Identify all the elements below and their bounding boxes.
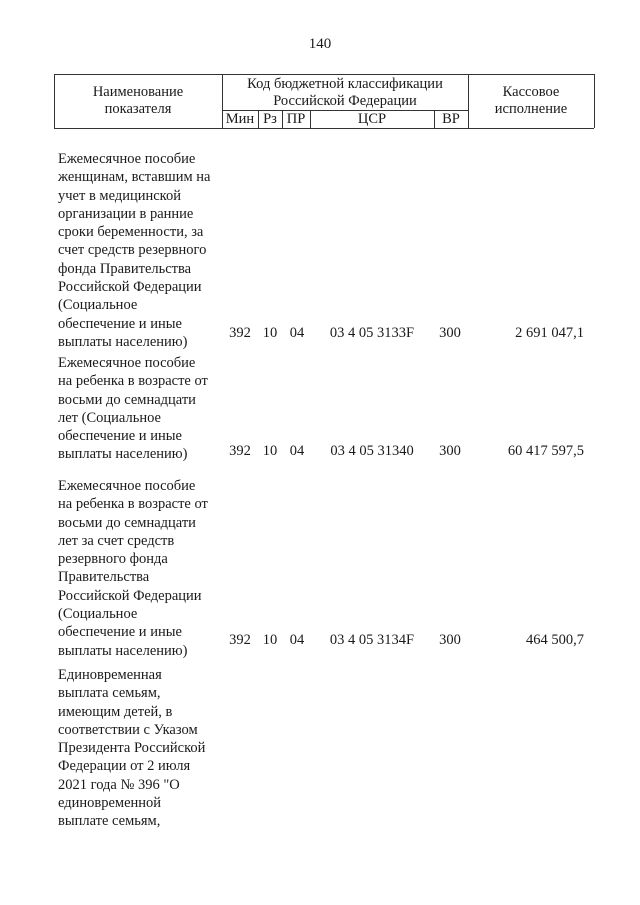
row-vr: 300 [439, 442, 461, 459]
row-amount: 2 691 047,1 [515, 324, 584, 341]
table-row [0, 150, 640, 350]
header-csr-label: ЦСР [357, 111, 387, 127]
page-number: 140 [308, 36, 332, 52]
row-vr: 300 [439, 324, 461, 341]
row-min: 392 [229, 324, 251, 341]
row-rz: 10 [262, 442, 278, 459]
table-row [0, 477, 640, 659]
row-csr: 03 4 05 31340 [330, 442, 414, 459]
row-name: Ежемесячное пособие женщинам, вставшим на учет в медицинской организации в ранние сроки беременности, за счет средств резервного фонда Правительства Российской Федерации (Социальное обеспечение и иные выплаты населению) [58, 151, 211, 350]
table-header [54, 74, 594, 128]
row-amount: 464 500,7 [526, 631, 584, 648]
header-vr-label: ВР [442, 111, 460, 127]
header-amount-label: Кассовое исполнение [494, 84, 568, 117]
row-csr: 03 4 05 3134F [329, 631, 415, 648]
header-top-rule [54, 74, 594, 75]
row-rz: 10 [262, 631, 278, 648]
table-row [0, 666, 640, 830]
table-row [0, 354, 640, 463]
row-name: Ежемесячное пособие на ребенка в возрасте от восьми до семнадцати лет (Социальное обеспечение и иные выплаты населению) [58, 355, 208, 463]
row-vr: 300 [439, 631, 461, 648]
header-rz-label: Рз [263, 111, 277, 127]
row-min: 392 [229, 631, 251, 648]
header-pr-label: ПР [286, 111, 306, 127]
header-bottom-rule [54, 128, 594, 129]
row-name: Ежемесячное пособие на ребенка в возрасте от восьми до семнадцати лет за счет средств резервного фонда Правительства Российской Федерации (Социальное обеспечение и иные выплаты населению) [58, 478, 208, 659]
row-name: Единовременная выплата семьям, имеющим детей, в соответствии с Указом Президента Российской Федерации от 2 июля 2021 года № 396 "О единовременной выплате семьям, [58, 667, 206, 830]
row-min: 392 [229, 442, 251, 459]
header-right-rule [594, 74, 595, 128]
row-rz: 10 [262, 324, 278, 341]
row-pr: 04 [289, 442, 305, 459]
header-name-label: Наименование показателя [92, 84, 184, 117]
row-pr: 04 [289, 631, 305, 648]
header-min-label: Мин [225, 111, 255, 127]
row-csr: 03 4 05 3133F [329, 324, 415, 341]
row-amount: 60 417 597,5 [507, 442, 584, 459]
row-pr: 04 [289, 324, 305, 341]
header-code-label: Код бюджетной классификации Российской Федерации [247, 76, 443, 109]
